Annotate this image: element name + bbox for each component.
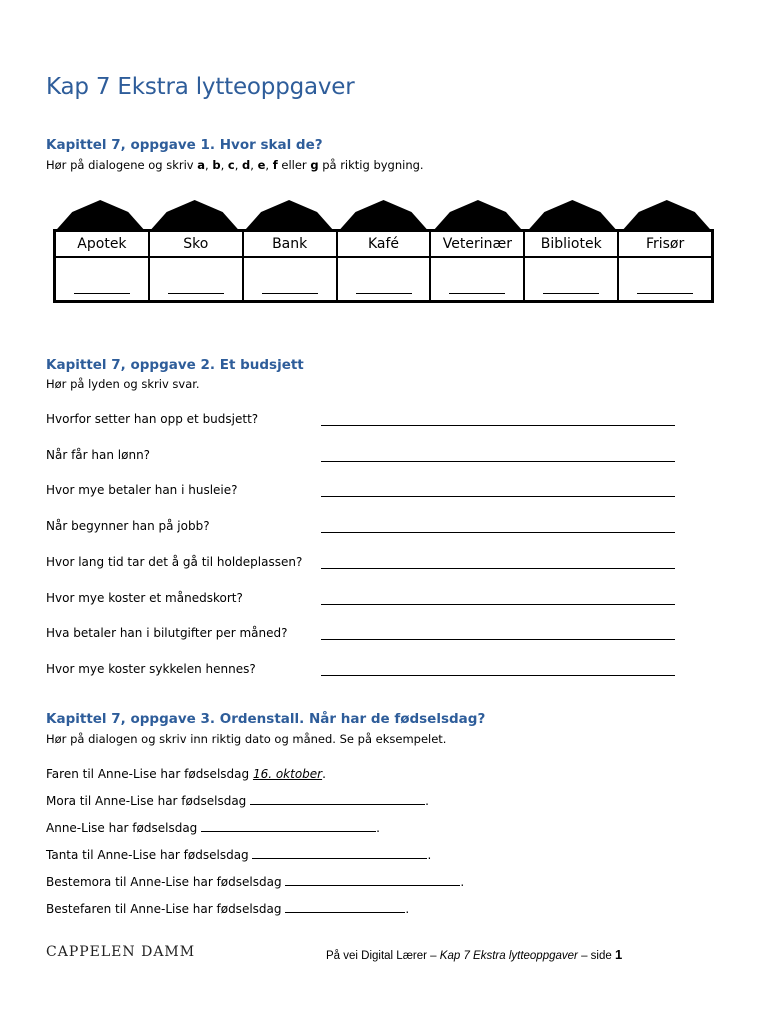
building-label: Veterinær [431, 232, 523, 258]
answer-line[interactable] [321, 496, 675, 497]
date-blank[interactable] [252, 847, 427, 859]
answer-blank[interactable] [543, 293, 599, 294]
roof-shape [340, 200, 428, 230]
roof-shape [56, 200, 144, 230]
instruction-text: Hør på dialogene og skriv [46, 158, 198, 172]
question-text: Hvor mye koster sykkelen hennes? [46, 662, 256, 676]
section2-heading: Kapittel 7, oppgave 2. Et budsjett [46, 357, 304, 373]
question-text: Hvorfor setter han opp et budsjett? [46, 412, 259, 426]
sentence-text: Tanta til Anne-Lise har fødselsdag [46, 848, 253, 862]
answer-letter: d [242, 158, 251, 172]
building-cell [336, 232, 430, 300]
building-label: Sko [150, 232, 242, 258]
instruction-text: , [220, 158, 228, 172]
answer-blank[interactable] [356, 293, 412, 294]
building-cell [617, 232, 711, 300]
date-blank[interactable] [285, 901, 405, 913]
page-number: 1 [614, 947, 623, 962]
birthday-sentence [46, 847, 431, 862]
answer-line[interactable] [321, 675, 675, 676]
footer-title: Kap 7 Ekstra lytteoppgaver [439, 950, 578, 962]
answer-line[interactable] [321, 568, 675, 569]
question-text: Hvor lang tid tar det å gå til holdeplassen? [46, 555, 303, 569]
birthday-sentence [46, 820, 380, 835]
roof-shape [245, 200, 333, 230]
building-cell [242, 232, 336, 300]
sentence-period: . [427, 848, 432, 862]
answer-letter: g [310, 158, 319, 172]
building-cell [56, 232, 148, 300]
birthday-sentence [46, 793, 429, 808]
answer-line[interactable] [321, 532, 675, 533]
instruction-text: , [205, 158, 213, 172]
building-roofs [53, 200, 717, 230]
example-answer: 16. oktober [252, 767, 323, 781]
section2-instruction: Hør på lyden og skriv svar. [46, 377, 200, 391]
instruction-text: eller [277, 158, 311, 172]
roof-shape [434, 200, 522, 230]
answer-blank[interactable] [449, 293, 505, 294]
answer-blank[interactable] [74, 293, 130, 294]
example-prefix: Faren til Anne-Lise har fødselsdag [46, 767, 253, 781]
section1-instruction [46, 158, 424, 172]
example-period: . [322, 767, 326, 781]
building-label: Frisør [619, 232, 711, 258]
roof-shape [151, 200, 239, 230]
building-label: Apotek [56, 232, 148, 258]
sentence-period: . [405, 902, 410, 916]
answer-line[interactable] [321, 425, 675, 426]
sentence-text: Anne-Lise har fødselsdag [46, 821, 202, 835]
sentence-text: Mora til Anne-Lise har fødselsdag [46, 794, 251, 808]
instruction-text: , [265, 158, 273, 172]
answer-blank[interactable] [168, 293, 224, 294]
roof-shape [623, 200, 711, 230]
page-title: Kap 7 Ekstra lytteoppgaver [46, 74, 355, 100]
building-cell [148, 232, 242, 300]
building-label: Kafé [338, 232, 430, 258]
roof-shape [528, 200, 616, 230]
date-blank[interactable] [250, 793, 425, 805]
section3-instruction: Hør på dialogen og skriv inn riktig dato og måned. Se på eksempelet. [46, 732, 447, 746]
section3-heading: Kapittel 7, oppgave 3. Ordenstall. Når har de fødselsdag? [46, 711, 486, 727]
page-footer [326, 947, 622, 962]
footer-prefix: På vei Digital Lærer – [326, 950, 440, 962]
instruction-text: , [234, 158, 243, 172]
sentence-text: Bestefaren til Anne-Lise har fødselsdag [46, 902, 286, 916]
question-text: Hvor mye koster et månedskort? [46, 591, 243, 605]
answer-line[interactable] [321, 639, 675, 640]
footer-suffix: – side [577, 950, 615, 962]
sentence-period: . [460, 875, 465, 889]
answer-letter: e [257, 158, 266, 172]
sentence-text: Bestemora til Anne-Lise har fødselsdag [46, 875, 286, 889]
answer-line[interactable] [321, 604, 675, 605]
instruction-text: , [250, 158, 258, 172]
section1-heading: Kapittel 7, oppgave 1. Hvor skal de? [46, 137, 323, 153]
date-blank[interactable] [201, 820, 376, 832]
date-blank[interactable] [285, 874, 460, 886]
answer-line[interactable] [321, 461, 675, 462]
sentence-period: . [376, 821, 380, 835]
question-text: Når får han lønn? [46, 448, 151, 462]
publisher-logo: CAPPELEN DAMM [46, 944, 196, 960]
birthday-sentence [46, 874, 464, 889]
building-cell [523, 232, 617, 300]
building-cell [429, 232, 523, 300]
sentence-period: . [425, 794, 429, 808]
answer-letter: f [272, 158, 278, 172]
answer-letter: c [227, 158, 235, 172]
building-label: Bibliotek [525, 232, 617, 258]
example-sentence [46, 767, 326, 781]
answer-letter: b [212, 158, 221, 172]
question-text: Når begynner han på jobb? [46, 519, 210, 533]
answer-letter: a [197, 158, 206, 172]
question-text: Hvor mye betaler han i husleie? [46, 483, 238, 497]
question-text: Hva betaler han i bilutgifter per måned? [46, 626, 288, 640]
answer-blank[interactable] [637, 293, 693, 294]
building-label: Bank [244, 232, 336, 258]
birthday-sentence [46, 901, 409, 916]
answer-blank[interactable] [262, 293, 318, 294]
instruction-text: på riktig bygning. [318, 158, 424, 172]
buildings-table [53, 229, 714, 303]
